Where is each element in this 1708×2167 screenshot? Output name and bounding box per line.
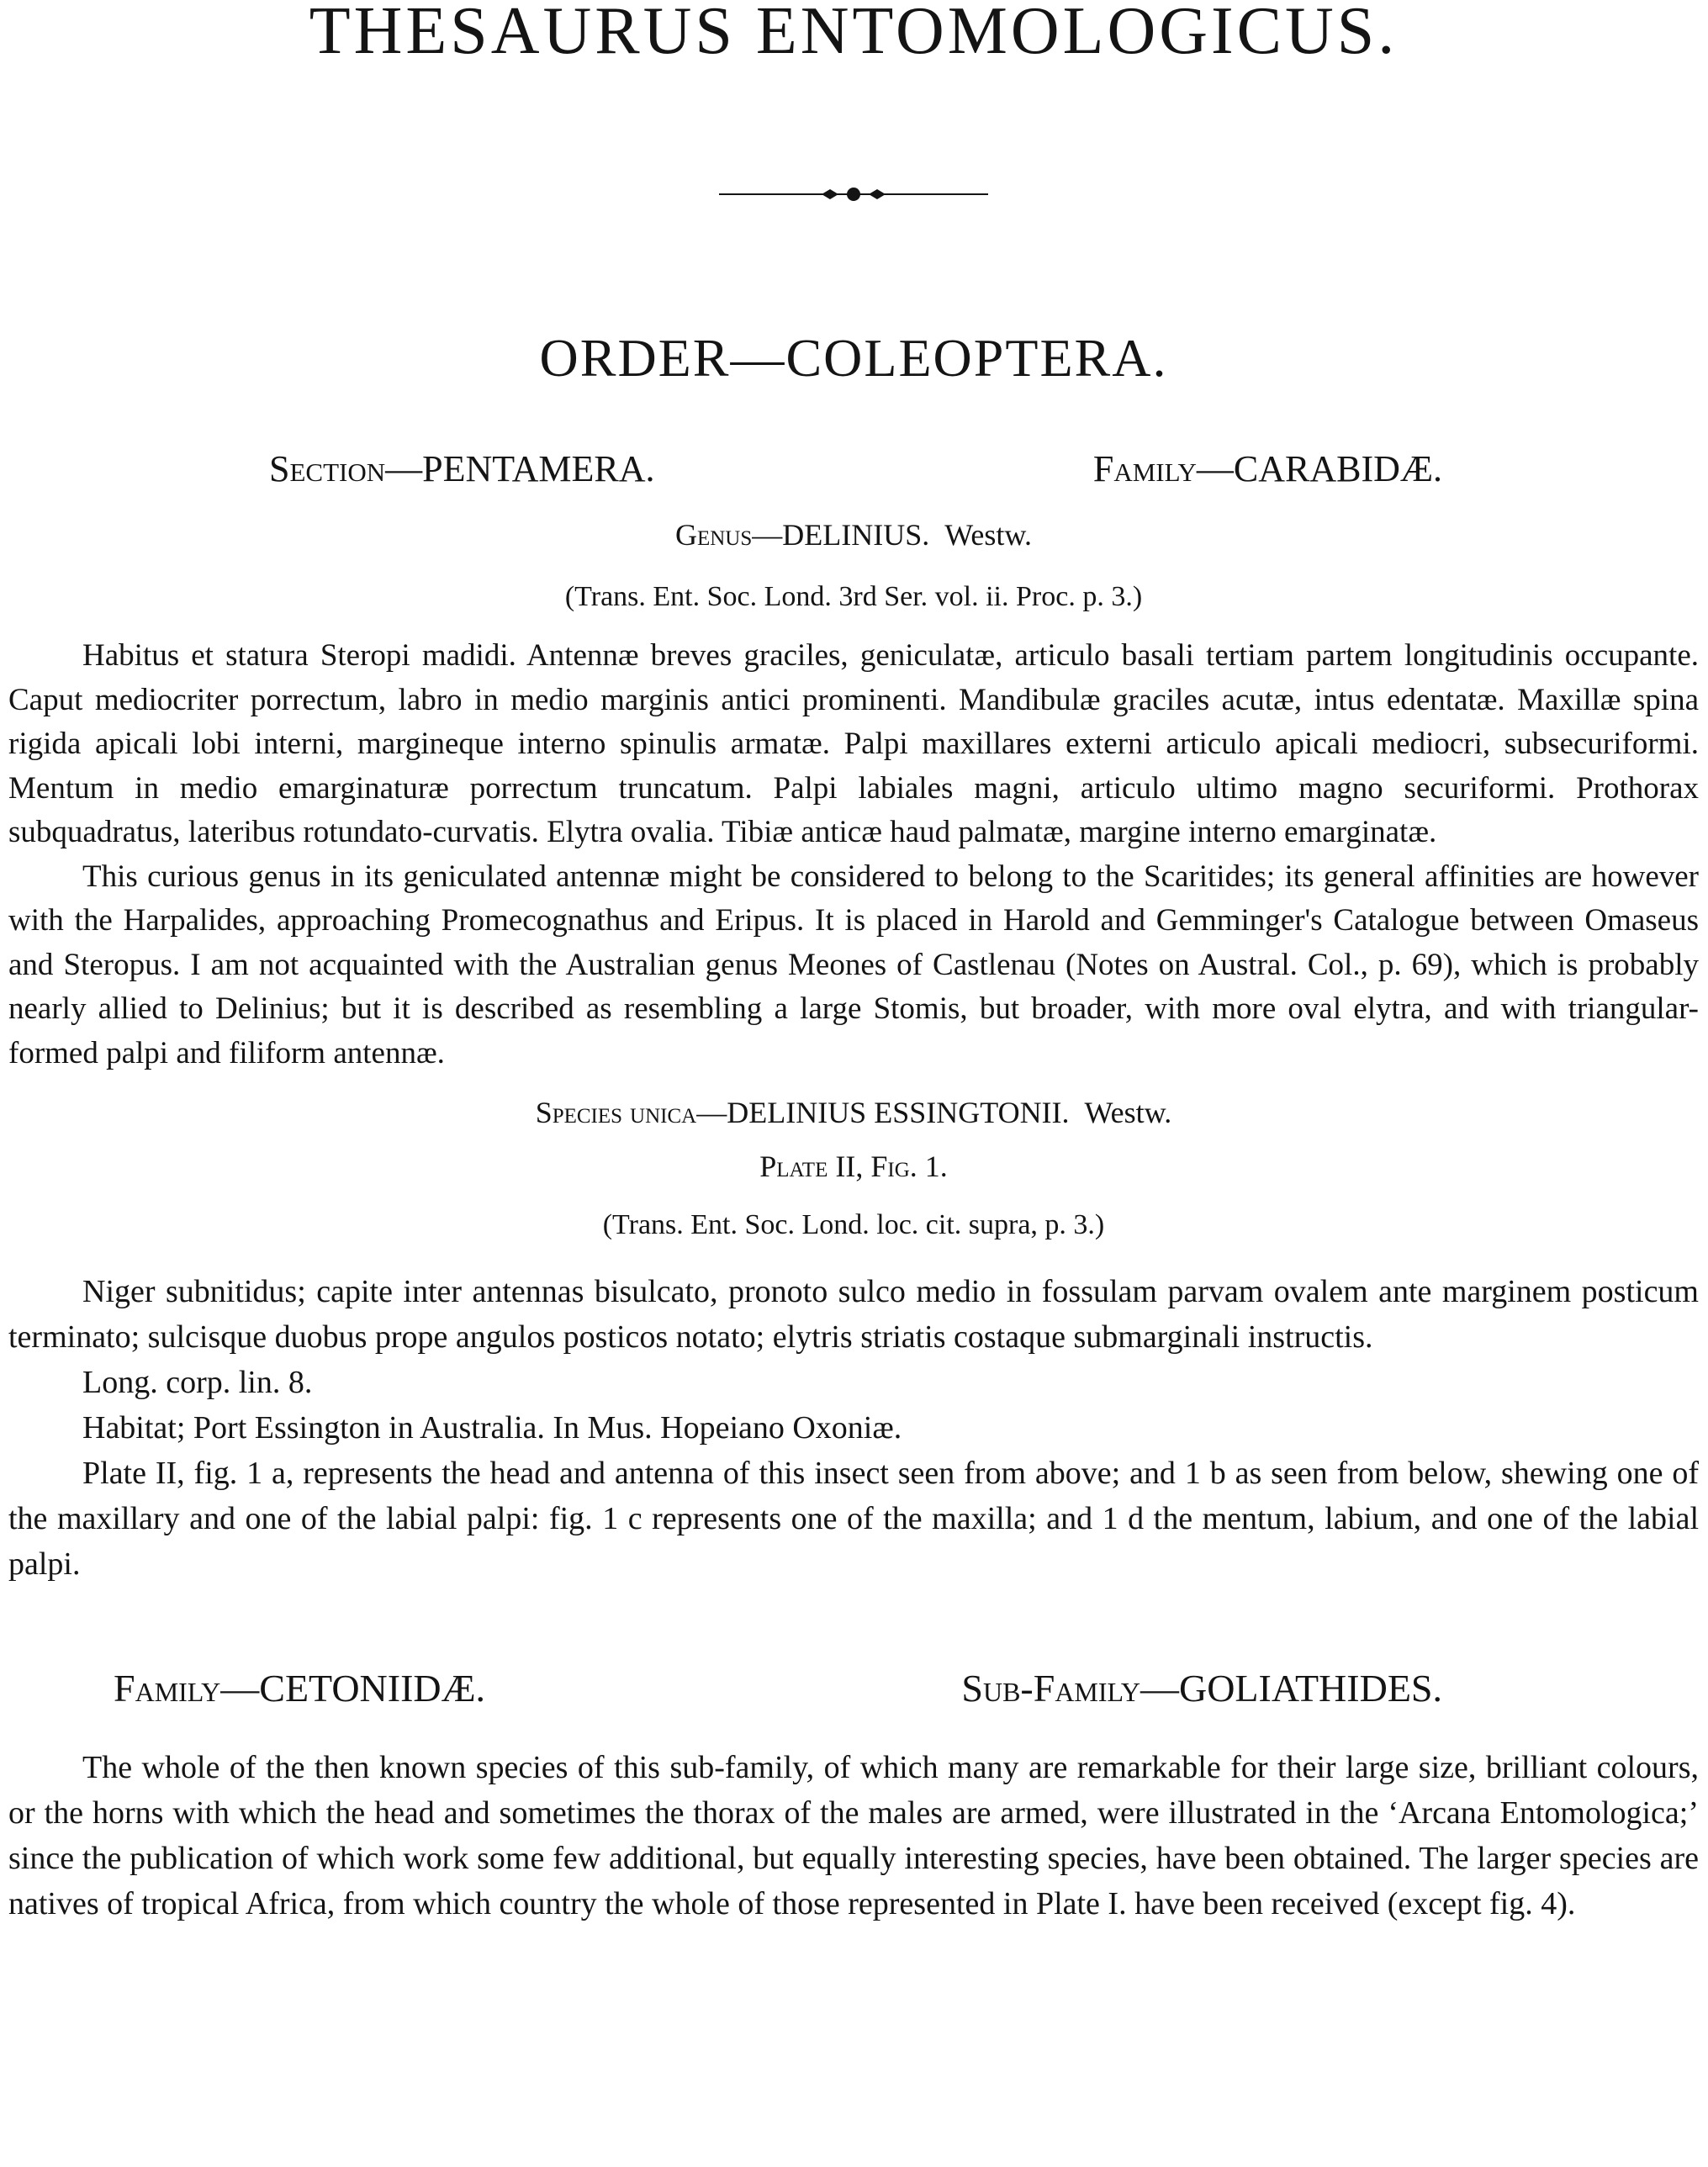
subfamily-text: The whole of the then known species of this sub-family, of which many are remarkable for their large size, brilliant colours, or the horns with which the head and sometimes the thorax of the males are armed, were illustrated in the ‘Arcana Entomologica;’ since the publication of which work some few additional, but equally interesting species, have been obtained. The larger species are natives of tropical Africa, from which country the whole of those represented in Plate I. have been received (except fig. 4). xyxy=(8,1750,1699,1921)
family-name: CARABIDÆ. xyxy=(1233,448,1442,489)
family2-heading xyxy=(114,1664,485,1713)
family2-label: Family— xyxy=(114,1667,260,1710)
order-heading: ORDER—COLEOPTERA. xyxy=(539,328,1168,388)
section-family-row xyxy=(8,446,1699,493)
fig-number: 1. xyxy=(924,1150,948,1183)
family2-name: CETONIIDÆ. xyxy=(259,1667,486,1710)
species-reference: (Trans. Ent. Soc. Lond. loc. cit. supra, p. 3.) xyxy=(602,1209,1105,1240)
fig-label: Fig. xyxy=(870,1150,917,1183)
plate-explanation: Plate II, fig. 1 a, represents the head and antenna of this insect seen from above; and 1 b as seen from below, shewing one of the maxillary and one of the labial palpi: fig. 1 c represents one of the maxilla; and 1 d the mentum, labium, and one of the labial palpi. xyxy=(8,1456,1699,1582)
family-label: Family— xyxy=(1092,448,1234,489)
species-habitat: Habitat; Port Essington in Australia. In Mus. Hopeiano Oxoniæ. xyxy=(82,1410,902,1446)
species-length: Long. corp. lin. 8. xyxy=(82,1365,313,1400)
genus-heading xyxy=(8,515,1699,555)
species-name: DELINIUS ESSINGTONII. xyxy=(727,1096,1070,1129)
species-description: Niger subnitidus; capite inter antennas bisulcato, pronoto sulco medio in fossulam parvam ovalem ante marginem posticum terminato; sulcisque duobus prope angulos posticos notato; elytris striatis costaque submarginali instructis. xyxy=(8,1274,1699,1355)
section-heading xyxy=(269,446,655,493)
subfamily-label: Sub-Family— xyxy=(961,1667,1179,1710)
genus-author: Westw. xyxy=(944,518,1032,552)
genus-label: Genus— xyxy=(674,518,783,552)
species-label: Species unica— xyxy=(535,1096,727,1129)
section-name: PENTAMERA. xyxy=(422,448,655,489)
family-heading xyxy=(1093,446,1442,493)
plate-number: II, xyxy=(835,1150,864,1183)
plate-label: Plate xyxy=(759,1150,828,1183)
genus-remarks: This curious genus in its geniculated antennæ might be considered to belong to the Scaritides; its general affinities are however with the Harpalides, approaching Promecognathus and Eripus. It is placed in Harold and Gemminger's Catalogue between Omaseus and Steropus. I am not acquainted with the Australian genus Meones of Castlenau (Notes on Austral. Col., p. 69), which is probably nearly allied to Delinius; but it is described as resembling a large Stomis, but broader, with more oval elytra, and with triangular-formed palpi and filiform antennæ. xyxy=(8,859,1699,1070)
species-author: Westw. xyxy=(1084,1096,1172,1129)
subfamily-name: GOLIATHIDES. xyxy=(1178,1667,1442,1710)
genus-description: Habitus et statura Steropi madidi. Antennæ breves graciles, geniculatæ, articulo basali tertiam partem longitudinis occupante. Caput mediocriter porrectum, labro in medio marginis antici prominenti. Mandibulæ graciles acutæ, intus edentatæ. Maxillæ spina rigida apicali lobi interni, margineque interno spinulis armatæ. Palpi maxillares externi articulo apicali mediocri, subsecuriformi. Mentum in medio emarginaturæ porrectum truncatum. Palpi labiales magni, articulo ultimo magno securiformi. Prothorax subquadratus, lateribus rotundato-curvatis. Elytra ovalia. Tibiæ anticæ haud palmatæ, margine interno emarginatæ. xyxy=(8,638,1699,849)
subfamily-heading xyxy=(961,1664,1442,1713)
family-subfamily-row xyxy=(8,1664,1699,1713)
genus-reference: (Trans. Ent. Soc. Lond. 3rd Ser. vol. ii. Proc. p. 3.) xyxy=(564,581,1143,612)
section-label: Section— xyxy=(269,448,423,489)
ornament-divider xyxy=(719,182,988,207)
species-heading xyxy=(8,1092,1699,1133)
plate-heading xyxy=(8,1146,1699,1187)
page-title: THESAURUS ENTOMOLOGICUS. xyxy=(309,0,1399,59)
genus-name: DELINIUS. xyxy=(782,518,930,552)
page xyxy=(8,0,1699,1927)
